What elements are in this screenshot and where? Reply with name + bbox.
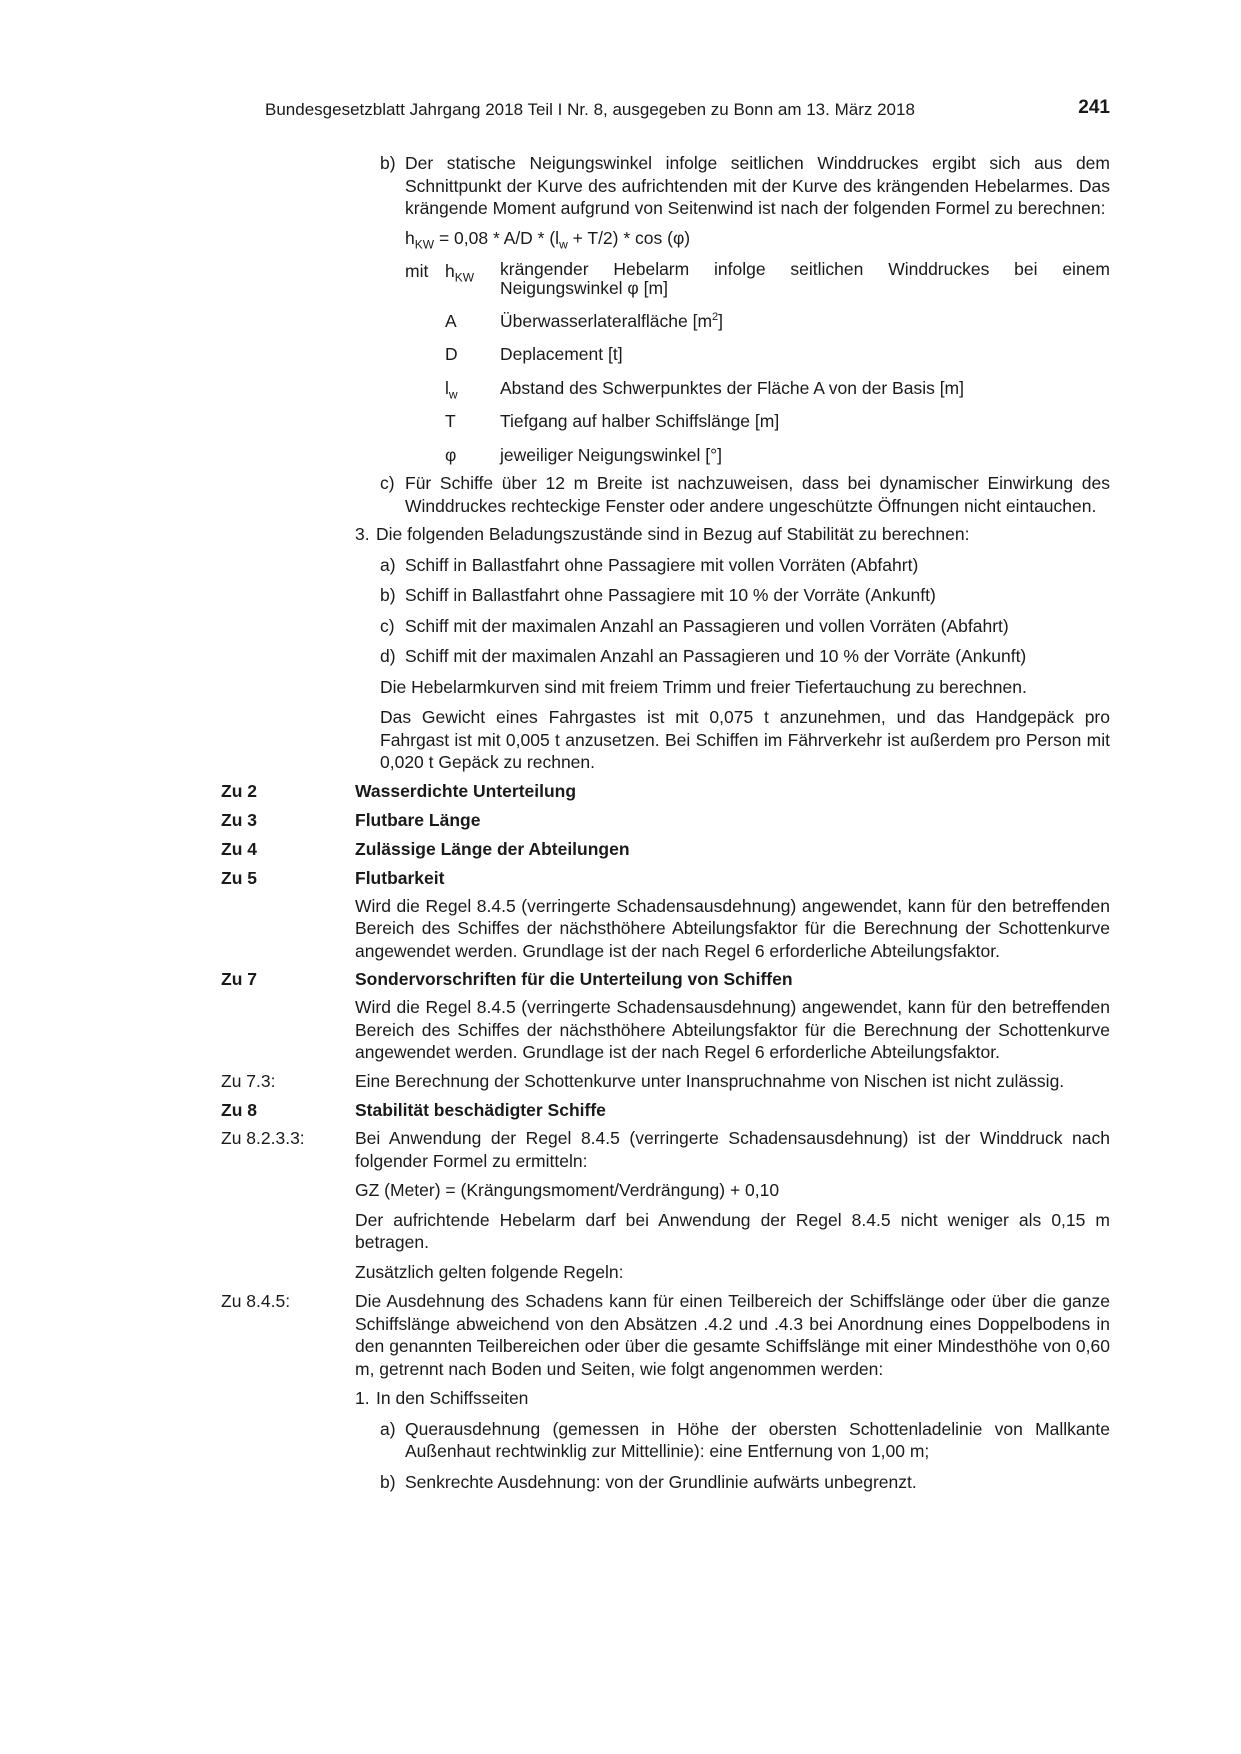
- zu2-heading: Zu 2 Wasserdichte Unterteilung: [221, 780, 577, 801]
- definition-lw: $l_w$ Abstand des Schwerpunktes der Fläche A von der Basis [m]: [445, 377, 964, 401]
- definition-hkw: [405, 260, 1110, 298]
- zu845-item1: 1. In den Schiffsseiten: [355, 1388, 529, 1408]
- running-header: [265, 97, 1110, 120]
- zu3-heading: Zu 3 Flutbare Länge: [221, 809, 481, 830]
- hkw-definition: krängender Hebelarm infolge seitlichen Winddruckes bei einem Neigungswinkel φ [m]: [500, 258, 1110, 298]
- zu8233-formula: GZ (Meter) = (Krängungsmoment/Verdrängung) + 0,10: [355, 1180, 780, 1200]
- hkw-symbol: $h_{KW}$: [445, 260, 475, 284]
- item-3: 3. Die folgenden Beladungszustände sind in Bezug auf Stabilität zu berechnen:: [355, 524, 970, 544]
- zu845-item-a: a) Querausdehnung (gemessen in Höhe der obersten Schottenladelinie von Mallkante Außenhaut rechtwinklig zur Mittellinie): eine Entfernung von 1,00 m;: [380, 1418, 1110, 1461]
- zu5-text: Wird die Regel 8.4.5 (verringerte Schadensausdehnung) angewendet, kann für den betreffenden Bereich des Schiffes der nächsthöhere Abteilungsfaktor für die Berechnung der Schottenkurve angewendet werden. Grundlage ist der nach Regel 6 erforderliche Abteilungsfaktor.: [355, 895, 1110, 961]
- definition-t: T Tiefgang auf halber Schiffslänge [m]: [445, 411, 780, 431]
- item-3a: a) Schiff in Ballastfahrt ohne Passagiere mit vollen Vorräten (Abfahrt): [380, 554, 919, 575]
- zu8233-para1: Der aufrichtende Hebelarm darf bei Anwendung der Regel 8.4.5 nicht weniger als 0,15 m betragen.: [355, 1209, 1110, 1252]
- item-b-label: b): [380, 153, 396, 173]
- zu8233-para2: Zusätzlich gelten folgende Regeln:: [355, 1261, 624, 1282]
- item-b-text: Der statische Neigungswinkel infolge seitlichen Winddruckes ergibt sich aus dem Schnittpunkt der Kurve des aufrichtenden mit der Kurve des krängenden Hebelarmes. Das krängende Moment aufgrund von Seitenwind ist nach der folgenden Formel zu berechnen:: [405, 153, 1110, 218]
- item-3-para2: Das Gewicht eines Fahrgastes ist mit 0,075 t anzunehmen, und das Handgepäck pro Fahrgast ist mit 0,005 t anzusetzen. Bei Schiffen im Fährverkehr ist außerdem pro Person mit 0,020 t Gepäck zu rechnen.: [380, 707, 1110, 772]
- zu4-heading: Zu 4 Zulässige Länge der Abteilungen: [221, 838, 630, 859]
- definition-phi: φ jeweiliger Neigungswinkel [°]: [445, 444, 722, 465]
- item-3c: c) Schiff mit der maximalen Anzahl an Passagieren und vollen Vorräten (Abfahrt): [380, 615, 1009, 636]
- definition-a: A Überwasserlateralfläche $[m^2]$: [445, 310, 724, 331]
- zu8-heading: Zu 8 Stabilität beschädigter Schiffe: [221, 1100, 606, 1120]
- zu845: Zu 8.4.5: Die Ausdehnung des Schadens kann für einen Teilbereich der Schiffslänge oder über die ganze Schiffslänge abweichend von den Absätzen .4.2 und .4.3 bei Anordnung eines Doppelbodens in den genannten Teilbereichen oder über die gesamte Schiffslänge mit einer Mindesthöhe von 0,60 m, getrennt nach Boden und Seiten, wie folgt angenommen werden:: [221, 1291, 1110, 1379]
- running-title: Bundesgesetzblatt Jahrgang 2018 Teil I Nr. 8, ausgegeben zu Bonn am 13. März 2018: [265, 100, 915, 119]
- zu845-item-b: b) Senkrechte Ausdehnung: von der Grundlinie aufwärts unbegrenzt.: [380, 1471, 917, 1492]
- item-3d: d) Schiff mit der maximalen Anzahl an Passagieren und 10 % der Vorräte (Ankunft): [380, 646, 1027, 666]
- page-number: 241: [1078, 97, 1110, 118]
- zu8233: Zu 8.2.3.3: Bei Anwendung der Regel 8.4.5 (verringerte Schadensausdehnung) ist der Winddruck nach folgender Formel zu ermitteln:: [221, 1128, 1110, 1171]
- item-b: [380, 152, 1110, 220]
- definition-d: D Deplacement [t]: [445, 344, 623, 364]
- mit-label: mit: [405, 260, 429, 281]
- item-3b: b) Schiff in Ballastfahrt ohne Passagiere mit 10 % der Vorräte (Ankunft): [380, 585, 936, 605]
- item-c: c) Für Schiffe über 12 m Breite ist nachzuweisen, dass bei dynamischer Einwirkung des Winddruckes rechteckige Fenster oder andere ungeschützte Öffnungen nicht eintauchen.: [380, 473, 1110, 516]
- zu5-heading: Zu 5 Flutbarkeit: [221, 867, 445, 888]
- page-body: [0, 152, 1241, 1493]
- item-3-para1: Die Hebelarmkurven sind mit freiem Trimm und freier Tiefertauchung zu berechnen.: [380, 676, 1027, 697]
- formula-hkw: $h_{KW} = 0,08 * A/D * (l_w + T/2) * \cos (\varphi)$: [405, 227, 691, 251]
- zu7-heading: Zu 7 Sondervorschriften für die Unterteilung von Schiffen: [221, 969, 793, 989]
- zu7-text: Wird die Regel 8.4.5 (verringerte Schadensausdehnung) angewendet, kann für den betreffenden Bereich des Schiffes der nächsthöhere Abteilungsfaktor für die Berechnung der Schottenkurve angewendet werden. Grundlage ist der nach Regel 6 erforderliche Abteilungsfaktor.: [355, 997, 1110, 1062]
- zu73: Zu 7.3: Eine Berechnung der Schottenkurve unter Inanspruchnahme von Nischen ist nicht zulässig.: [221, 1070, 1065, 1091]
